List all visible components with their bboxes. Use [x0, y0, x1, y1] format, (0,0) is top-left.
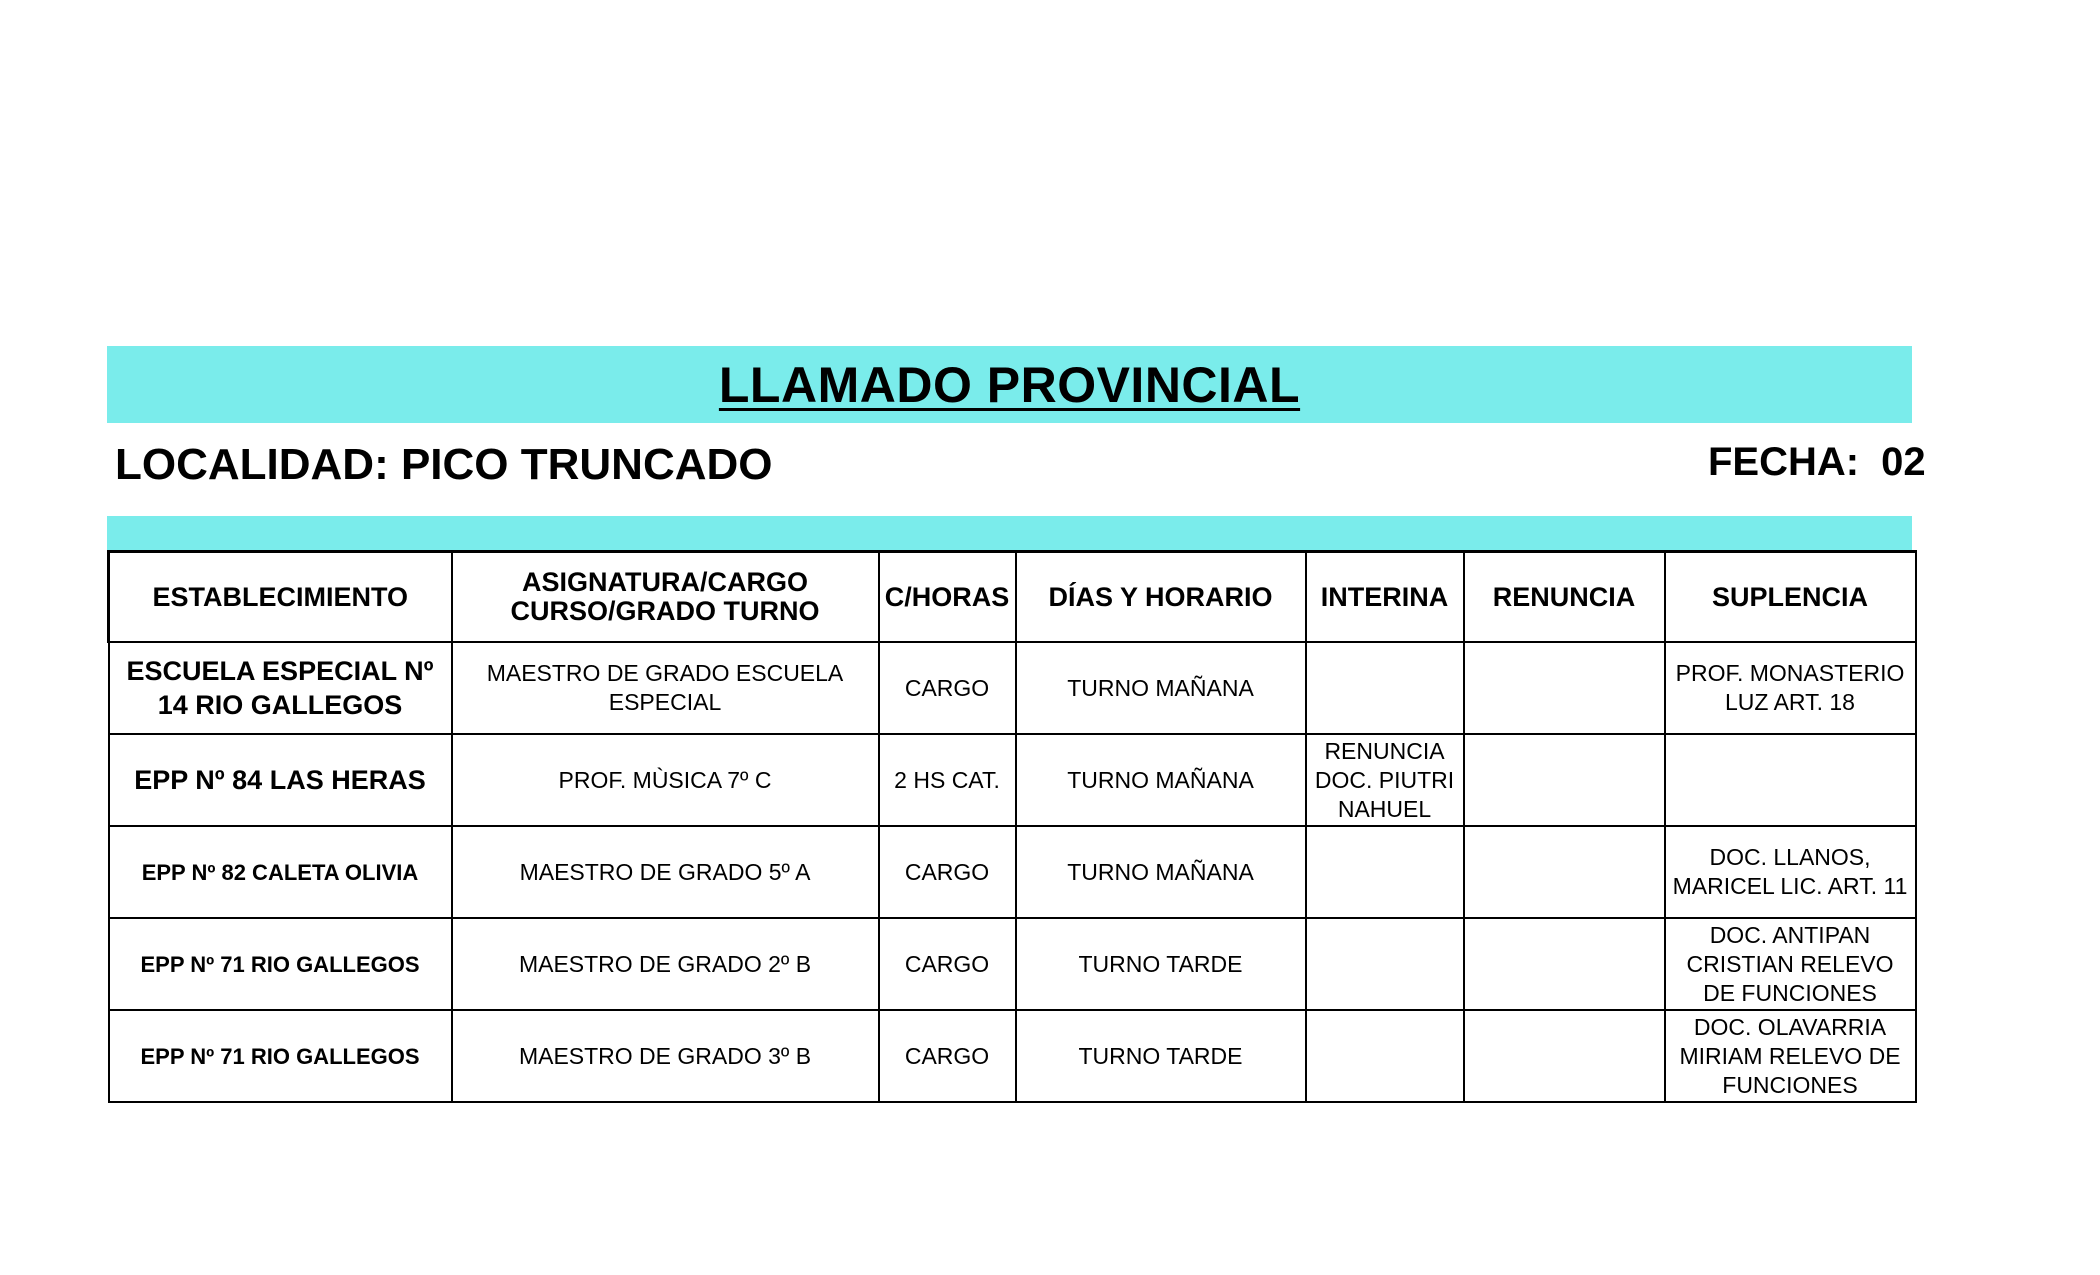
cell-renuncia: [1464, 642, 1665, 734]
column-header-suplencia: SUPLENCIA: [1665, 552, 1916, 643]
header-row: [109, 552, 1916, 643]
cell-asignatura: MAESTRO DE GRADO 3º B: [452, 1010, 879, 1102]
cell-suplencia: DOC. OLAVARRIA MIRIAM RELEVO DE FUNCIONES: [1665, 1010, 1916, 1102]
table-row: [109, 826, 1916, 918]
column-header-interina: INTERINA: [1306, 552, 1464, 643]
cell-renuncia: [1464, 918, 1665, 1010]
fecha-label: FECHA:: [1708, 440, 1860, 484]
table-row: [109, 642, 1916, 734]
cell-establecimiento: EPP Nº 82 CALETA OLIVIA: [109, 826, 452, 918]
llamado-table: [107, 550, 1917, 1103]
table-row: [109, 1010, 1916, 1102]
cell-asignatura: PROF. MÙSICA 7º C: [452, 734, 879, 826]
cell-interina: [1306, 642, 1464, 734]
cell-horas: CARGO: [879, 1010, 1016, 1102]
cell-horario: TURNO MAÑANA: [1016, 642, 1306, 734]
cell-asignatura: MAESTRO DE GRADO 5º A: [452, 826, 879, 918]
cell-horario: TURNO TARDE: [1016, 918, 1306, 1010]
cell-establecimiento: ESCUELA ESPECIAL Nº 14 RIO GALLEGOS: [109, 642, 452, 734]
cell-horario: TURNO TARDE: [1016, 1010, 1306, 1102]
page-title: LLAMADO PROVINCIAL: [718, 356, 1301, 413]
table-row: [109, 734, 1916, 826]
cell-renuncia: [1464, 734, 1665, 826]
column-header-horas: C/HORAS: [879, 552, 1016, 643]
column-header-establecimiento: ESTABLECIMIENTO: [109, 552, 452, 643]
cell-suplencia: DOC. ANTIPAN CRISTIAN RELEVO DE FUNCIONES: [1665, 918, 1916, 1010]
cell-asignatura: MAESTRO DE GRADO ESCUELA ESPECIAL: [452, 642, 879, 734]
cell-establecimiento: EPP Nº 71 RIO GALLEGOS: [109, 918, 452, 1010]
cell-interina: [1306, 826, 1464, 918]
cell-horario: TURNO MAÑANA: [1016, 826, 1306, 918]
cell-horario: TURNO MAÑANA: [1016, 734, 1306, 826]
cell-renuncia: [1464, 826, 1665, 918]
spreadsheet-page: [107, 0, 1926, 1275]
fecha-value: 02: [1881, 440, 1926, 484]
separator-band: [107, 516, 1912, 550]
cell-suplencia: [1665, 734, 1916, 826]
cell-horas: CARGO: [879, 826, 1016, 918]
cell-interina: [1306, 918, 1464, 1010]
cell-horas: CARGO: [879, 642, 1016, 734]
fecha-field: [1708, 440, 1926, 485]
cell-suplencia: PROF. MONASTERIO LUZ ART. 18: [1665, 642, 1916, 734]
column-header-renuncia: RENUNCIA: [1464, 552, 1665, 643]
cell-horas: CARGO: [879, 918, 1016, 1010]
cell-interina: [1306, 1010, 1464, 1102]
localidad-label: LOCALIDAD: PICO TRUNCADO: [115, 440, 773, 489]
cell-establecimiento: EPP Nº 71 RIO GALLEGOS: [109, 1010, 452, 1102]
cell-suplencia: DOC. LLANOS, MARICEL LIC. ART. 11: [1665, 826, 1916, 918]
column-header-horario: DÍAS Y HORARIO: [1016, 552, 1306, 643]
cell-renuncia: [1464, 1010, 1665, 1102]
cell-asignatura: MAESTRO DE GRADO 2º B: [452, 918, 879, 1010]
cell-horas: 2 HS CAT.: [879, 734, 1016, 826]
cell-establecimiento: EPP Nº 84 LAS HERAS: [109, 734, 452, 826]
title-banner: [107, 346, 1912, 423]
column-header-asignatura: ASIGNATURA/CARGO CURSO/GRADO TURNO: [452, 552, 879, 643]
cell-interina: RENUNCIA DOC. PIUTRI NAHUEL: [1306, 734, 1464, 826]
table-row: [109, 918, 1916, 1010]
